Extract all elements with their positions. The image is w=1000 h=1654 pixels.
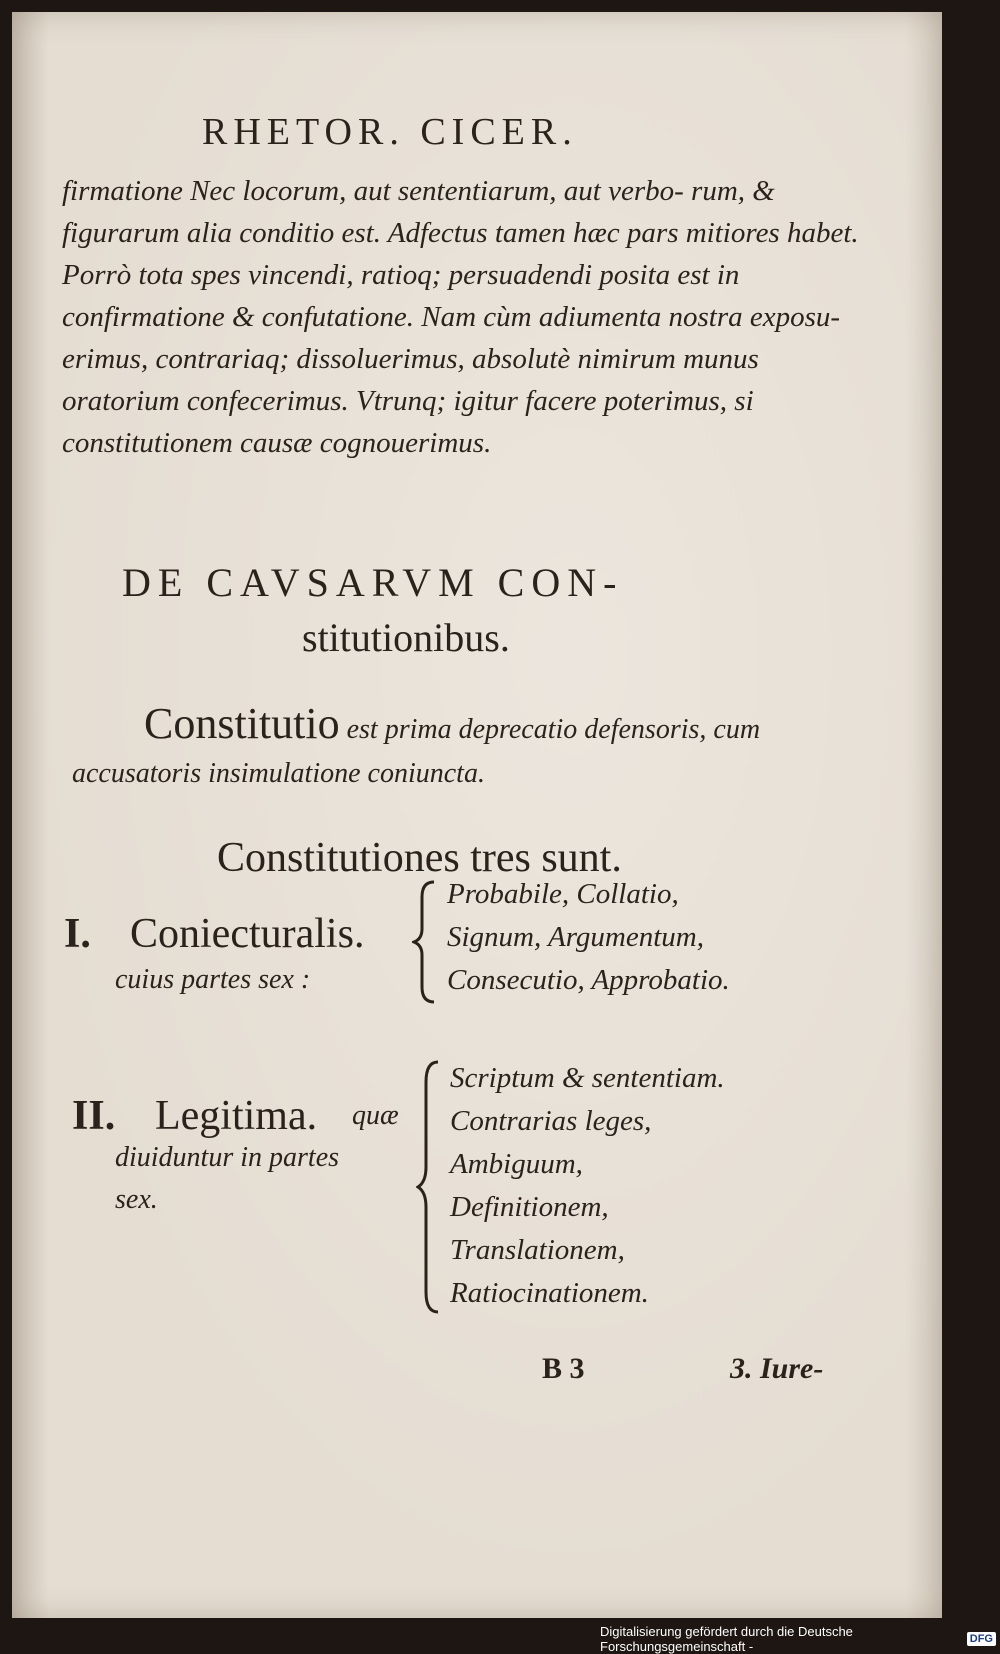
constitution-numeral: II.: [72, 1093, 116, 1139]
constitution-part: Scriptum & sententiam.: [450, 1062, 725, 1094]
funding-notice: [600, 1624, 1000, 1654]
constitution-numeral: I.: [64, 911, 91, 957]
dfg-logo: DFG: [967, 1632, 996, 1646]
body-paragraph: firmatione Nec locorum, aut sententiarum, aut verbo- rum, & figurarum alia conditio est. Adfectus tamen hæc pars mitiores habet. Porrò tota spes vincendi, ratioq; persuadendi posita est in confirmatione & confutatione. Nam cùm adiumenta nostra exposu- erimus, contrariaq; dissoluerimus, absolutè nimirum munus oratorium confecerimus. Vtrunq; igitur facere poterimus, si constitutionem causæ cognouerimus.: [62, 175, 859, 459]
constitution-part: Translationem,: [450, 1234, 625, 1266]
constitution-part: Contrarias leges,: [450, 1105, 652, 1137]
section-heading-continuation: stitutionibus.: [302, 615, 510, 660]
constitution-label: Legitima.: [155, 1093, 318, 1139]
subheading: Constitutiones tres sunt.: [217, 835, 622, 881]
constitution-part: Consecutio, Approbatio.: [447, 964, 730, 996]
catchword: 3. Iure-: [730, 1352, 824, 1385]
running-head: RHETOR. CICER.: [202, 111, 578, 153]
section-heading: DE CAVSARVM CON-: [122, 560, 624, 605]
constitution-part: Definitionem,: [450, 1191, 609, 1223]
funding-text: Digitalisierung gefördert durch die Deutsche Forschungsgemeinschaft -: [600, 1624, 853, 1654]
constitution-label-suffix: quæ: [352, 1100, 399, 1131]
constitution-part: Ratiocinationem.: [450, 1277, 649, 1309]
constitution-part: Probabile, Collatio,: [447, 878, 679, 910]
curly-brace-icon: [412, 877, 442, 1007]
constitution-part: Signum, Argumentum,: [447, 921, 704, 953]
signature-mark: B 3: [542, 1352, 585, 1385]
curly-brace-icon: [416, 1057, 446, 1317]
definition-paragraph: [72, 699, 852, 796]
definition-text: est prima deprecatio defensoris, cum accusatoris insimulatione coniuncta.: [72, 714, 761, 789]
book-page: [12, 12, 942, 1618]
constitution-description: diuiduntur in partes: [115, 1142, 340, 1173]
definition-lead-word: Constitutio: [144, 699, 340, 748]
constitution-part: Ambiguum,: [450, 1148, 583, 1180]
constitution-description: cuius partes sex :: [115, 964, 311, 995]
constitution-label: Coniecturalis.: [130, 911, 365, 957]
constitution-description: sex.: [115, 1184, 158, 1215]
